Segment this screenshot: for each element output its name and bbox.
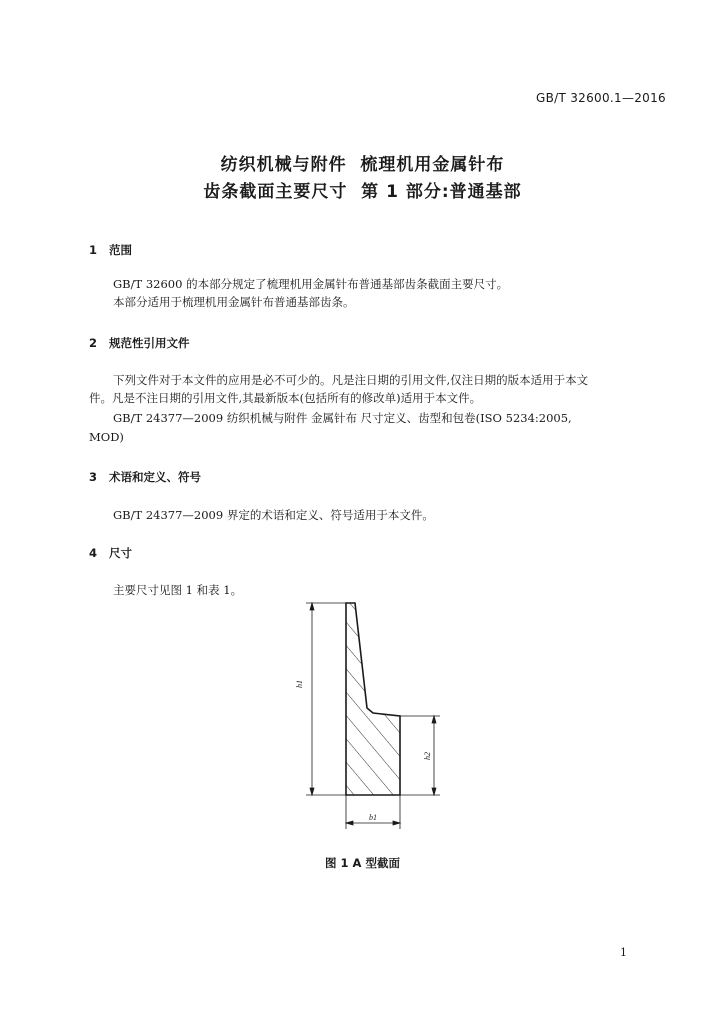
figure-caption: 图 1 A 型截面 [325,856,400,870]
section-number: 3 [89,470,98,484]
b1-dimension-label: b1 [369,813,377,822]
section-2-paragraph-line-2: 件。凡是不注日期的引用文件,其最新版本(包括所有的修改单)适用于本文件。 [89,391,482,405]
document-title-line-2: 齿条截面主要尺寸 第 1 部分:普通基部 [203,182,522,202]
section-title: 术语和定义、符号 [109,470,201,484]
h2-dimension-label: h2 [423,752,432,760]
section-3-heading [89,469,201,485]
section-4-heading [89,545,132,561]
section-1-heading [89,242,132,258]
section-number: 2 [89,336,98,350]
section-4-paragraph: 主要尺寸见图 1 和表 1。 [113,583,243,597]
standard-code: GB/T 32600.1—2016 [536,91,666,105]
section-number: 4 [89,546,98,560]
document-title-line-1: 纺织机械与附件 梳理机用金属针布 [220,155,505,175]
section-2-heading [89,335,190,351]
section-number: 1 [89,243,98,257]
section-1-paragraph-1: GB/T 32600 的本部分规定了梳理机用金属针布普通基部齿条截面主要尺寸。 [113,277,509,291]
section-2-paragraph-line-1: 下列文件对于本文件的应用是必不可少的。凡是注日期的引用文件,仅注日期的版本适用于本文 [113,373,589,387]
section-title: 尺寸 [109,546,132,560]
cross-section-figure [280,590,450,835]
page-number: 1 [620,946,627,959]
tooth-profile [346,603,400,795]
section-2-reference-line-2: MOD) [89,430,124,444]
section-2-reference-line-1: GB/T 24377—2009 纺织机械与附件 金属针布 尺寸定义、齿型和包卷(ISO 5234:2005, [113,411,572,425]
section-3-paragraph: GB/T 24377—2009 界定的术语和定义、符号适用于本文件。 [113,508,434,522]
section-title: 规范性引用文件 [109,336,190,350]
section-1-paragraph-2: 本部分适用于梳理机用金属针布普通基部齿条。 [113,295,355,309]
h1-dimension-label: h1 [295,680,304,688]
section-title: 范围 [109,243,132,257]
